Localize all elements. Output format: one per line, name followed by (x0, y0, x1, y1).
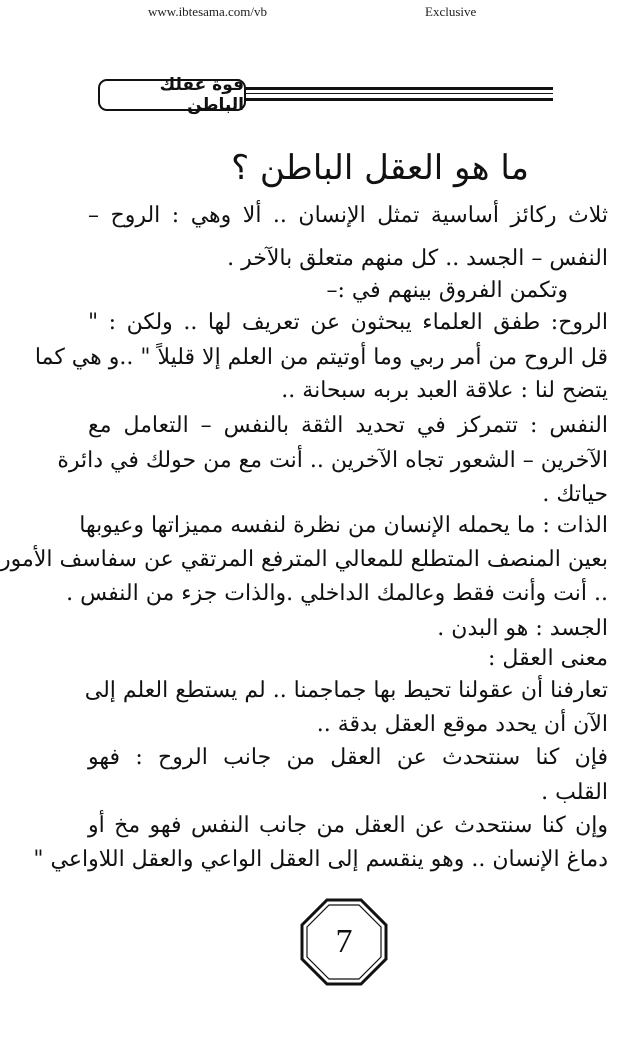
text-line: النفس – الجسد .. كل منهم متعلق بالآخر . (227, 246, 608, 271)
page-number: 7 (335, 923, 353, 960)
text-line: النفس : تتمركز في تحديد الثقة بالنفس – التعامل مع (88, 413, 608, 438)
text-line: الآن أن يحدد موقع العقل بدقة .. (316, 712, 608, 737)
text-line: يتضح لنا : علاقة العبد بربه سبحانة .. (281, 378, 608, 403)
page-number-badge (300, 898, 388, 986)
text-line: .. أنت وأنت فقط وعالمك الداخلي .والذات جزء من النفس . (66, 581, 608, 606)
text-line: ثلاث ركائز أساسية تمثل الإنسان .. ألا وهي : الروح – (88, 203, 608, 228)
book-title: قوة عقلك الباطن (159, 75, 244, 115)
header-rule (245, 93, 553, 94)
text-line: الجسد : هو البدن . (437, 616, 608, 641)
text-line: وإن كنا سنتحدث عن العقل من جانب النفس فهو مخ أو (88, 813, 608, 838)
text-line: معنى العقل : (488, 646, 608, 671)
text-line: الروح: طفق العلماء يبحثون عن تعريف لها .. ولكن : " (88, 310, 608, 335)
text-line: الآخرين – الشعور تجاه الآخرين .. أنت مع من حولك في دائرة (57, 448, 608, 473)
exclusive-label: Exclusive (425, 4, 477, 19)
text-line: قل الروح من أمر ربي وما أوتيتم من العلم إلا قليلاً " ..و هي كما (34, 345, 608, 370)
text-line: تعارفنا أن عقولنا تحيط بها جماجمنا .. لم يستطع العلم إلى (84, 678, 608, 703)
site-url: www.ibtesama.com/vb (148, 4, 268, 19)
chapter-title: ما هو العقل الباطن ؟ (231, 148, 529, 188)
book-title-box (98, 75, 246, 115)
header-rule (245, 98, 553, 101)
text-line: الذات : ما يحمله الإنسان من نظرة لنفسه مميزاتها وعيوبها (79, 513, 608, 538)
text-line: دماغ الإنسان .. وهو ينقسم إلى العقل الواعي والعقل اللاواعي " (33, 847, 608, 872)
text-line: فإن كنا سنتحدث عن العقل من جانب الروح : فهو (88, 745, 608, 770)
text-line: حياتك . (542, 482, 608, 507)
text-line: القلب . (541, 780, 608, 805)
text-line: بعين المنصف المتطلع للمعالي المترفع المرتقي عن سفاسف الأمور (0, 547, 608, 572)
header-rule (245, 87, 553, 90)
text-line: وتكمن الفروق بينهم في :– (326, 278, 568, 303)
